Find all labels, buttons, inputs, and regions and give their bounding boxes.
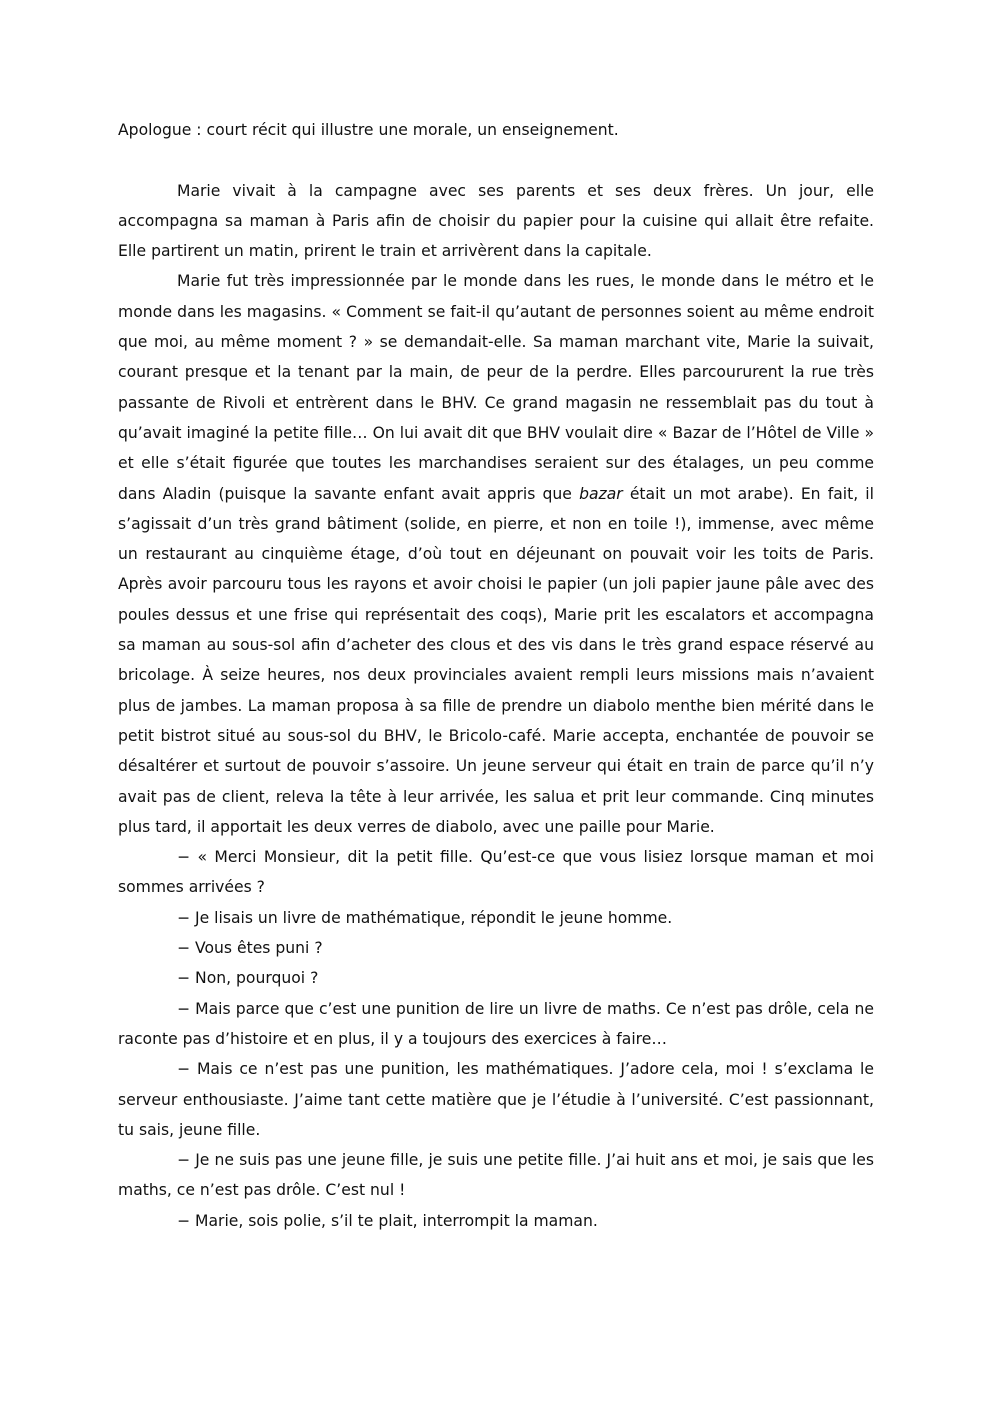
dialogue-line-7: − Je ne suis pas une jeune fille, je suis une petite fille. J’ai huit ans et moi, je sais que les maths, ce n’est pas drôle. C’est nul ! xyxy=(118,1151,874,1200)
paragraph-2-text-start: Marie fut très impressionnée par le monde dans les rues, le monde dans le métro et le monde dans les magasins. « Comment se fait-il qu’autant de personnes soient au même endroit que moi, au même moment ? » se demandait-elle. Sa maman marchant vite, Marie la suivait, courant presque et la tenant par la main, de peur de la perdre. Elles parcoururent la rue très passante de Rivoli et entrèrent dans le BHV. Ce grand magasin ne ressemblait pas du tout à qu’avait imaginé la petite fille… On lui avait dit que BHV voulait dire « Bazar de l’Hôtel de Ville » et elle s’était figurée que toutes les marchandises seraient sur des étalages, un peu comme dans Aladin (puisque la savante enfant avait appris que xyxy=(118,272,874,503)
paragraph-2-text-end: était un mot arabe). En fait, il s’agissait d’un très grand bâtiment (solide, en pierre, et non en toile !), immense, avec même un restaurant au cinquième étage, d’où tout en déjeunant on pouvait voir les toits de Paris. Après avoir parcouru tous les rayons et avoir choisi le papier (un joli papier jaune pâle avec des poules dessus et une frise qui représentait des coqs), Marie prit les escalators et accompagna sa maman au sous-sol afin d’acheter des clous et des vis dans le très grand espace réservé au bricolage. À seize heures, nos deux provinciales avaient rempli leurs missions mais n’avaient plus de jambes. La maman proposa à sa fille de prendre un diabolo menthe bien mérité dans le petit bistrot situé au sous-sol du BHV, le Bricolo-café. Marie accepta, enchantée de pouvoir se désaltérer et surtout de pouvoir s’assoire. Un jeune serveur qui était en train de parce qu’il n’y avait pas de client, releva la tête à leur arrivée, les salua et prit leur commande. Cinq minutes plus tard, il apportait les deux verres de diabolo, avec une paille pour Marie. xyxy=(118,484,874,836)
narrative-paragraph-2 xyxy=(118,266,874,842)
dialogue-line-4: − Non, pourquoi ? xyxy=(177,969,319,988)
dialogue-line-3: − Vous êtes puni ? xyxy=(177,939,323,958)
narrative-paragraph-1: Marie vivait à la campagne avec ses parents et ses deux frères. Un jour, elle accompagna sa maman à Paris afin de choisir du papier pour la cuisine qui allait être refaite. Elle partirent un matin, prirent le train et arrivèrent dans la capitale. xyxy=(118,181,874,261)
document-body xyxy=(118,115,874,1236)
dialogue-line-5: − Mais parce que c’est une punition de lire un livre de maths. Ce n’est pas drôle, cela ne raconte pas d’histoire et en plus, il y a toujours des exercices à faire… xyxy=(118,999,874,1048)
dialogue-line-8: − Marie, sois polie, s’il te plait, interrompit la maman. xyxy=(177,1211,598,1230)
dialogue-line-1: − « Merci Monsieur, dit la petit fille. Qu’est-ce que vous lisiez lorsque maman et moi sommes arrivées ? xyxy=(118,848,874,897)
italic-word-bazar: bazar xyxy=(579,484,623,503)
dialogue-line-6: − Mais ce n’est pas une punition, les mathématiques. J’adore cela, moi ! s’exclama le serveur enthousiaste. J’aime tant cette matière que je l’étudie à l’université. C’est passionnant, tu sais, jeune fille. xyxy=(118,1060,874,1139)
dialogue-line-2: − Je lisais un livre de mathématique, répondit le jeune homme. xyxy=(177,908,673,927)
definition-line: Apologue : court récit qui illustre une morale, un enseignement. xyxy=(118,121,619,139)
